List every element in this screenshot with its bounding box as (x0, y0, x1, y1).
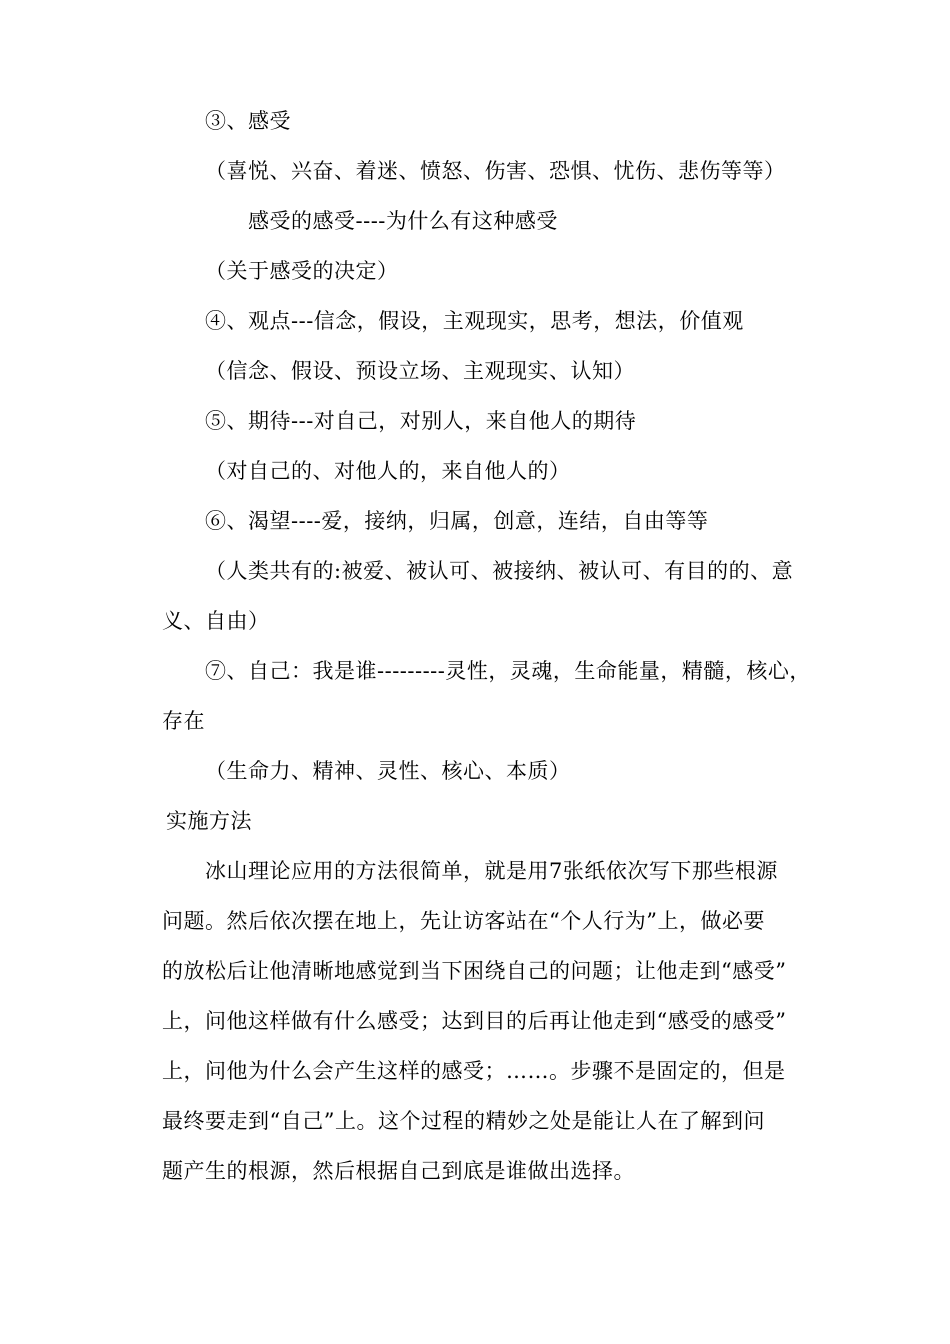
yearnings-examples-continued: 义、自由） (162, 609, 270, 633)
section-heading-method: 实施方法 (166, 809, 252, 833)
yearnings-examples: （人类共有的:被爱、被认可、被接纳、被认可、有目的的、意 (205, 559, 794, 583)
feelings-examples: （喜悦、兴奋、着迷、愤怒、伤害、恐惧、忧伤、悲伤等等） (205, 159, 786, 183)
paragraph-line: 上，问他这样做有什么感受；达到目的后再让他走到“感受的感受” (162, 1009, 787, 1033)
list-item-self-continued: 存在 (162, 709, 205, 733)
list-item-expectations: ⑤、期待---对自己，对别人，来自他人的期待 (205, 409, 637, 433)
expectations-examples: （对自己的、对他人的，来自他人的） (205, 459, 571, 483)
list-item-self: ⑦、自己：我是谁---------灵性，灵魂，生命能量，精髓，核心， (205, 659, 811, 683)
feelings-decision: （关于感受的决定） (205, 259, 399, 283)
feelings-about-feelings: 感受的感受----为什么有这种感受 (248, 209, 558, 233)
perceptions-examples: （信念、假设、预设立场、主观现实、认知） (205, 359, 635, 383)
self-examples: （生命力、精神、灵性、核心、本质） (205, 759, 571, 783)
paragraph-line: 的放松后让他清晰地感觉到当下困绕自己的问题；让他走到“感受” (162, 959, 787, 983)
paragraph-line: 题产生的根源，然后根据自己到底是谁做出选择。 (162, 1159, 635, 1183)
list-item-feelings: ③、感受 (205, 109, 291, 133)
paragraph-line: 问题。然后依次摆在地上，先让访客站在“个人行为”上，做必要 (162, 909, 765, 933)
list-item-yearnings: ⑥、渴望----爱，接纳，归属，创意，连结，自由等等 (205, 509, 709, 533)
paragraph-line: 最终要走到“自己”上。这个过程的精妙之处是能让人在了解到问 (162, 1109, 765, 1133)
paragraph-line: 上，问他为什么会产生这样的感受；……。步骤不是固定的，但是 (162, 1059, 786, 1083)
paragraph-line: 冰山理论应用的方法很简单，就是用7张纸依次写下那些根源 (205, 859, 778, 883)
list-item-perceptions: ④、观点---信念，假设，主观现实，思考，想法，价值观 (205, 309, 744, 333)
